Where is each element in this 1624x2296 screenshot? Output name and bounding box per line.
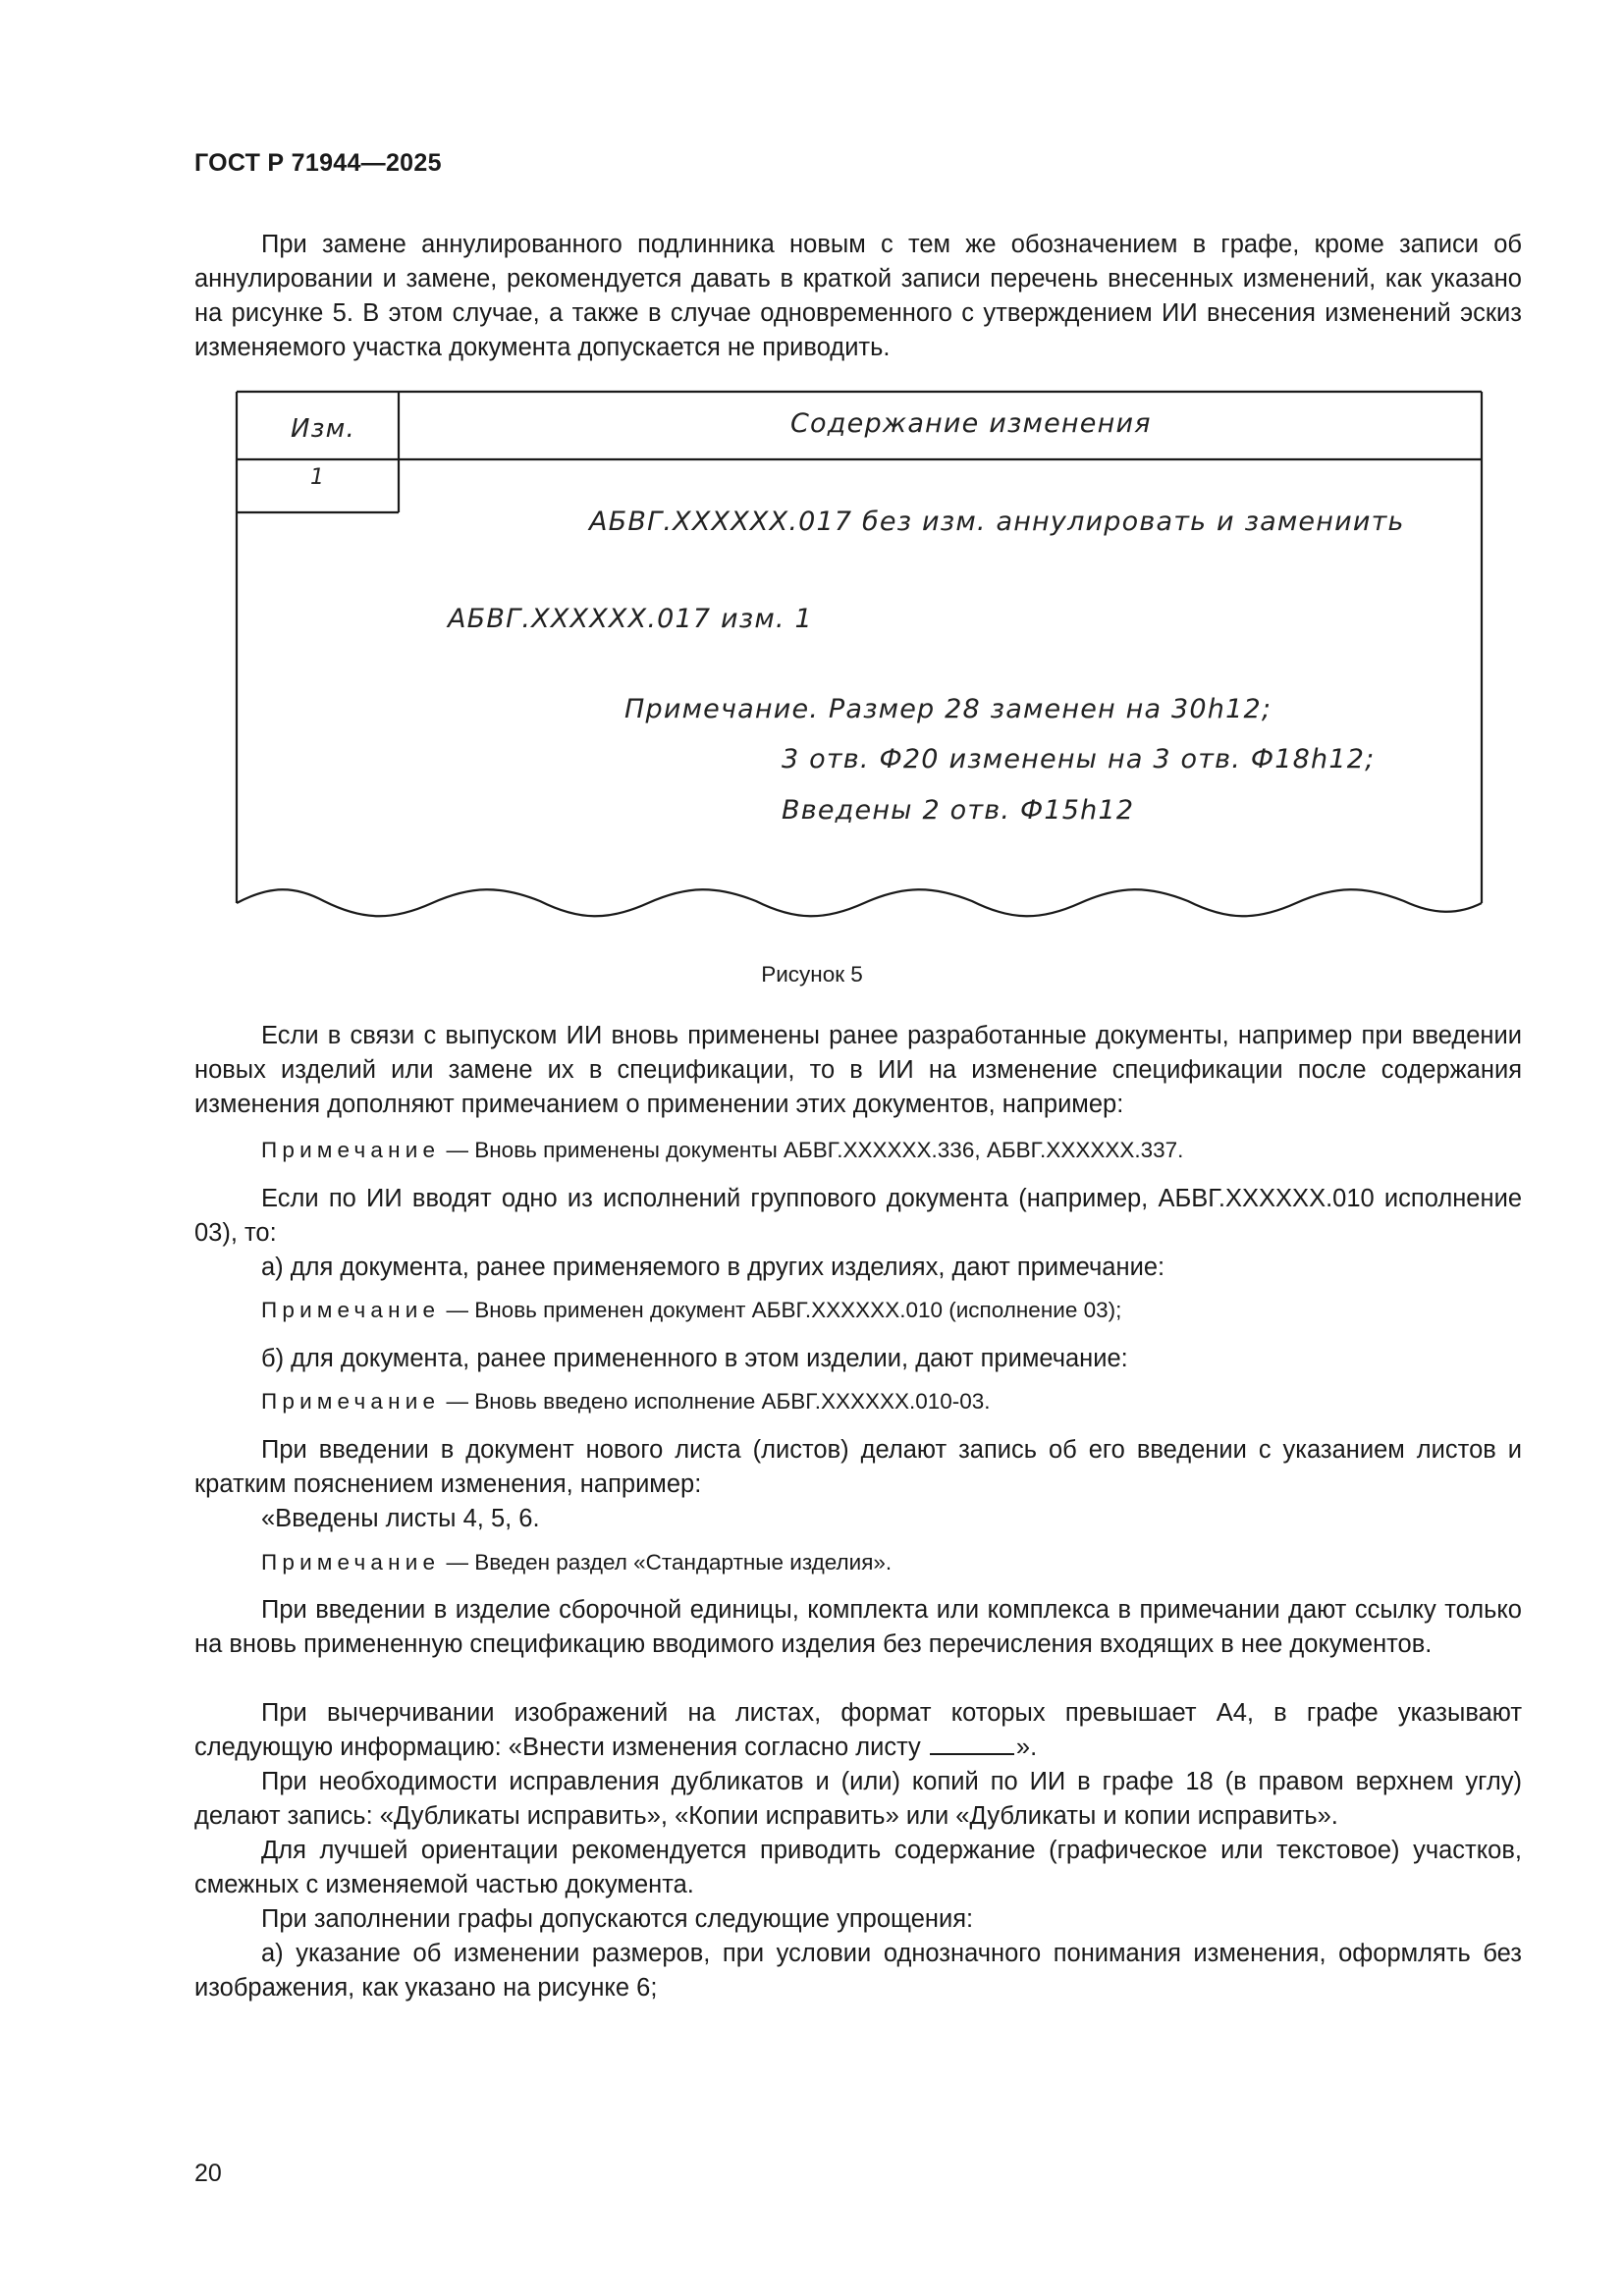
note-2 (261, 1296, 1121, 1325)
note-3 (261, 1387, 991, 1416)
note-2-text: Вновь применен документ АБВГ.XXXXXX.010 (исполнение 03); (474, 1298, 1122, 1322)
sheets-entry: «Введены листы 4, 5, 6. (261, 1505, 540, 1532)
paragraph-drawing (194, 1696, 1522, 1765)
sheet-blank-line (930, 1734, 1014, 1755)
note-dash: — (440, 1389, 475, 1414)
paragraph-new-sheet: При введении в документ нового листа (листов) делают запись об его введении с указанием листов и кратким пояснением изменения, например: (194, 1436, 1522, 1498)
paragraph-orientation: Для лучшей ориентации рекомендуется приводить содержание (графическое или текстовое) участков, смежных с изменяемой частью документа. (194, 1837, 1522, 1898)
page-number: 20 (194, 2160, 222, 2187)
figure-line-note-2: 3 отв. Ф20 изменены на 3 отв. Ф18h12; (782, 744, 1376, 774)
note-dash: — (440, 1138, 475, 1162)
intro-paragraph: При замене аннулированного подлинника новым с тем же обозначением в графе, кроме записи об аннулировании и замене, рекомендуется давать в краткой записи перечень внесенных изменений, как указано на рисунке 5. В этом случае, а также в случае одновременного с утверждением ИИ внесения изменений эскиз изменяемого участка документа допускается не приводить. (194, 231, 1522, 361)
document-header: ГОСТ Р 71944—2025 (194, 149, 442, 177)
note-4-text: Введен раздел «Стандартные изделия». (474, 1550, 893, 1575)
figure-header-content: Содержание изменения (790, 408, 1152, 439)
note-1-text: Вновь применены документы АБВГ.XXXXXX.336, АБВГ.XXXXXX.337. (474, 1138, 1184, 1162)
figure-line-note-1: Примечание. Размер 28 заменен на 30h12; (624, 694, 1272, 724)
paragraph-simplify: При заполнении графы допускаются следующие упрощения: (261, 1905, 974, 1933)
note-dash: — (440, 1550, 475, 1575)
paragraph-assembly: При введении в изделие сборочной единицы, комплекта или комплекса в примечании дают ссылку только на вновь примененную спецификацию вводимого изделия без перечисления входящих в нее документов. (194, 1596, 1522, 1658)
figure-change-number: 1 (310, 465, 326, 490)
figure-line-note-3: Введены 2 отв. Ф15h12 (782, 795, 1135, 826)
note-4 (261, 1548, 892, 1577)
note-1 (261, 1136, 1183, 1165)
paragraph-group-doc: Если по ИИ вводят одно из исполнений группового документа (например, АБВГ.XXXXXX.010 исполнение 03), то: (194, 1185, 1522, 1247)
figure-line-designation: АБВГ.XXXXXX.017 изм. 1 (448, 604, 813, 634)
paragraph-duplicates: При необходимости исправления дубликатов и (или) копий по ИИ в графе 18 (в правом верхнем углу) делают запись: «Дубликаты исправить», «Копии исправить» или «Дубликаты и копии исправить». (194, 1768, 1522, 1830)
figure-header-change: Изм. (291, 414, 355, 444)
note-label: Примечание (261, 1550, 441, 1575)
note-label: Примечание (261, 1138, 441, 1162)
note-label: Примечание (261, 1298, 441, 1322)
figure-line-annul: АБВГ.XXXXXX.017 без изм. аннулировать и замениить (589, 507, 1405, 537)
note-3-text: Вновь введено исполнение АБВГ.XXXXXX.010-03. (474, 1389, 991, 1414)
list-item-a: а) для документа, ранее применяемого в других изделиях, дают примечание: (261, 1254, 1165, 1281)
paragraph-drawing-text: При вычерчивании изображений на листах, формат которых превышает А4, в графе указывают следующую информацию: «Внести изменения согласно листу (194, 1699, 1522, 1761)
paragraph-new-docs: Если в связи с выпуском ИИ вновь применены ранее разработанные документы, например при введении новых изделий или замене их в спецификации, то в ИИ на изменение спецификации после содержания изменения дополняют примечанием о применении этих документов, например: (194, 1022, 1522, 1118)
paragraph-simplify-a: а) указание об изменении размеров, при условии однозначного понимания изменения, оформлять без изображения, как указано на рисунке 6; (194, 1940, 1522, 2002)
note-dash: — (440, 1298, 475, 1322)
note-label: Примечание (261, 1389, 441, 1414)
list-item-b: б) для документа, ранее примененного в этом изделии, дают примечание: (261, 1345, 1128, 1372)
figure-caption: Рисунок 5 (761, 962, 863, 987)
paragraph-drawing-end: ». (1015, 1734, 1038, 1761)
